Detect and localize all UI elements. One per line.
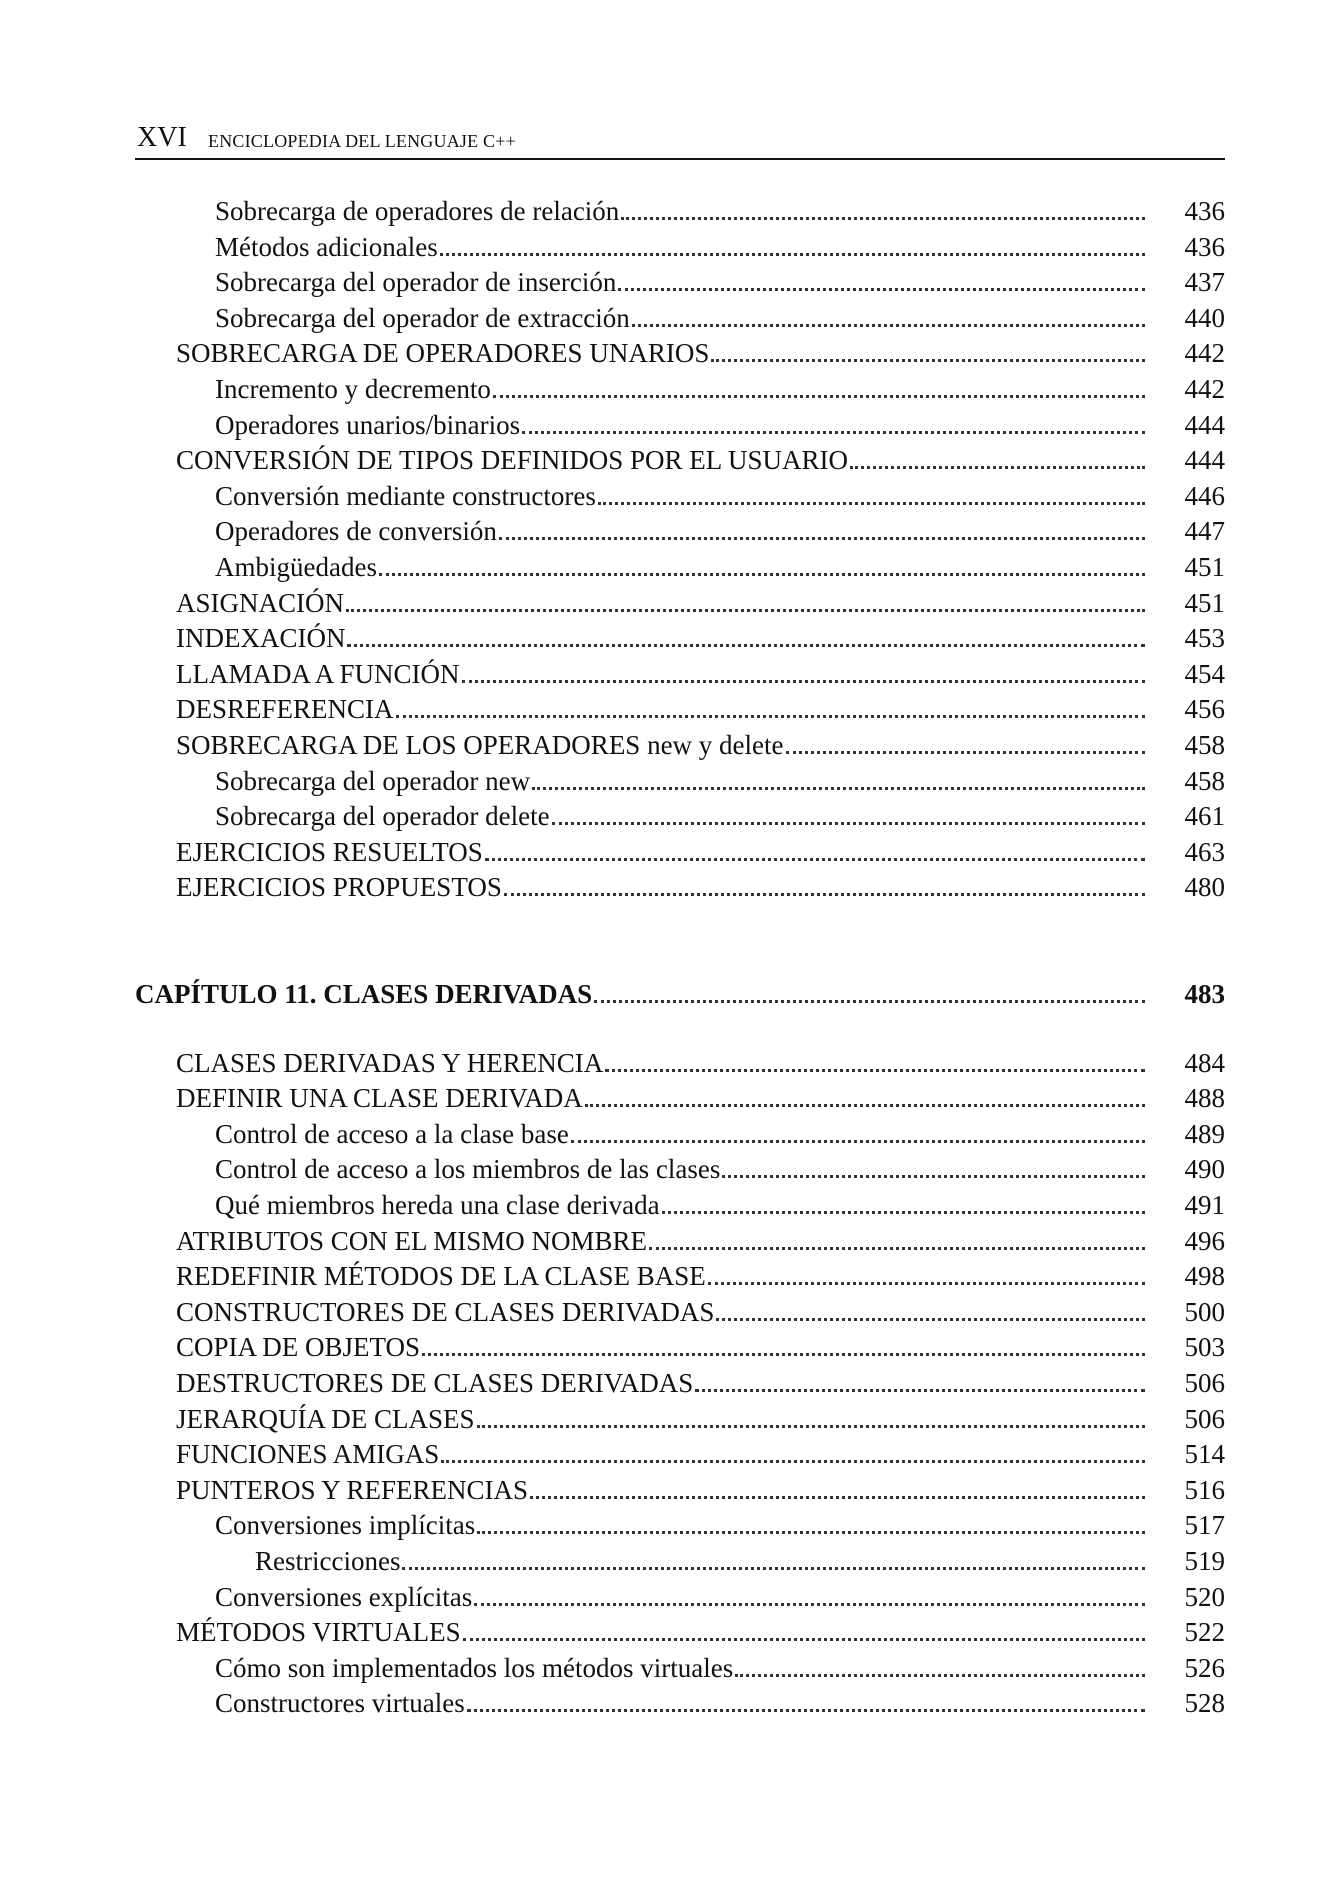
toc-entry-title: SOBRECARGA DE OPERADORES UNARIOS xyxy=(176,338,710,369)
toc-entry xyxy=(135,692,1225,726)
toc-entry-title: ATRIBUTOS CON EL MISMO NOMBRE xyxy=(176,1225,648,1256)
toc-entry-title: MÉTODOS VIRTUALES xyxy=(176,1617,461,1648)
toc-entry-page: 463 xyxy=(1184,836,1225,867)
toc-entry-title: LLAMADA A FUNCIÓN xyxy=(176,658,460,689)
toc-entry-page: 442 xyxy=(1184,338,1225,369)
dot-leader xyxy=(402,1567,1145,1570)
dot-leader xyxy=(346,609,1145,612)
toc-entry xyxy=(135,586,1225,620)
toc-entry xyxy=(135,1224,1225,1258)
toc-entry-page: 444 xyxy=(1184,445,1225,476)
dot-leader xyxy=(850,466,1145,469)
toc-entry-title: PUNTEROS Y REFERENCIAS xyxy=(176,1474,529,1505)
toc-entry-page: 456 xyxy=(1184,694,1225,725)
toc-entry-title: Sobrecarga del operador de inserción xyxy=(215,267,617,298)
toc-entry xyxy=(135,1330,1225,1364)
toc-entry xyxy=(135,372,1225,406)
dot-leader xyxy=(552,822,1145,825)
toc-entry xyxy=(135,514,1225,548)
toc-entry xyxy=(135,1508,1225,1542)
toc-entry xyxy=(135,1152,1225,1186)
toc-entry-page: 447 xyxy=(1184,516,1225,547)
dot-leader xyxy=(463,1638,1145,1641)
toc-entry-page: 442 xyxy=(1184,374,1225,404)
toc-entry-title: EJERCICIOS PROPUESTOS xyxy=(176,872,502,903)
toc-entry-title: Conversiones implícitas xyxy=(215,1510,476,1541)
toc-entry-page: 458 xyxy=(1184,730,1225,760)
dot-leader xyxy=(379,573,1145,576)
dot-leader xyxy=(618,288,1145,291)
dot-leader xyxy=(477,1425,1145,1428)
toc-entry xyxy=(135,1117,1225,1151)
toc-entry-title: CAPÍTULO 11. CLASES DERIVADAS xyxy=(135,979,593,1009)
toc-entry-page: 498 xyxy=(1184,1261,1225,1292)
toc-entry-page: 526 xyxy=(1184,1652,1225,1683)
dot-leader xyxy=(598,502,1145,505)
toc-entry-page: 503 xyxy=(1184,1332,1225,1363)
toc-entry xyxy=(135,443,1225,477)
toc-entry-title: Cómo son implementados los métodos virtuales xyxy=(215,1652,734,1683)
toc-entry-title: Constructores virtuales xyxy=(215,1688,465,1719)
toc-entry-page: 489 xyxy=(1184,1118,1225,1149)
toc-entry-page: 436 xyxy=(1184,196,1225,226)
dot-leader xyxy=(621,217,1145,220)
toc-entry-title: DEFINIR UNA CLASE DERIVADA xyxy=(176,1083,583,1114)
toc-entry xyxy=(135,621,1225,655)
toc-entry xyxy=(135,1402,1225,1436)
toc-entry xyxy=(135,301,1225,335)
toc-entry xyxy=(135,1295,1225,1329)
toc-entry xyxy=(135,230,1225,264)
dot-leader xyxy=(499,537,1145,540)
toc-entry-title: Conversión mediante constructores xyxy=(215,480,596,511)
dot-leader xyxy=(716,1318,1145,1321)
toc-entry-page: 514 xyxy=(1184,1439,1225,1470)
toc-chapter-entry xyxy=(135,977,1225,1011)
toc-entry xyxy=(135,1259,1225,1293)
toc-entry-title: Sobrecarga del operador delete xyxy=(215,801,550,832)
toc-entry xyxy=(135,194,1225,228)
toc-entry-title: DESREFERENCIA xyxy=(176,694,394,725)
toc-entry xyxy=(135,764,1225,798)
dot-leader xyxy=(530,1496,1145,1499)
toc-entry-title: Incremento y decremento xyxy=(215,374,491,404)
toc-entry-title: Operadores unarios/binarios xyxy=(215,409,521,440)
toc-entry xyxy=(135,799,1225,833)
toc-entry xyxy=(135,1473,1225,1507)
book-title: ENCICLOPEDIA DEL LENGUAJE C++ xyxy=(208,131,516,151)
toc-entry xyxy=(135,1188,1225,1222)
toc-entry xyxy=(135,1437,1225,1471)
toc-entry-title: Control de acceso a la clase base xyxy=(215,1118,569,1149)
running-header xyxy=(135,122,1225,160)
toc-entry-page: 506 xyxy=(1184,1368,1225,1398)
toc-entry-page: 458 xyxy=(1184,765,1225,796)
dot-leader xyxy=(396,715,1145,718)
toc-entry-title: JERARQUÍA DE CLASES xyxy=(176,1403,475,1434)
dot-leader xyxy=(649,1247,1145,1250)
toc-entry-title: COPIA DE OBJETOS xyxy=(176,1332,421,1363)
toc-entry xyxy=(135,265,1225,299)
toc-entry-title: Control de acceso a los miembros de las clases xyxy=(215,1154,721,1185)
dot-leader xyxy=(347,644,1145,647)
toc-entry-page: 451 xyxy=(1184,552,1225,582)
dot-leader xyxy=(571,1140,1145,1143)
dot-leader xyxy=(462,680,1145,683)
dot-leader xyxy=(477,1531,1145,1534)
dot-leader xyxy=(711,359,1145,362)
toc-entry-page: 454 xyxy=(1184,658,1225,689)
dot-leader xyxy=(708,1282,1145,1285)
dot-leader xyxy=(493,395,1145,398)
toc-entry-title: Sobrecarga del operador new xyxy=(215,765,531,796)
toc-entry xyxy=(135,1081,1225,1115)
dot-leader xyxy=(632,324,1145,327)
dot-leader xyxy=(522,431,1145,434)
toc-entry xyxy=(135,870,1225,904)
toc-entry-title: CLASES DERIVADAS Y HERENCIA xyxy=(176,1047,604,1078)
toc-entry-title: SOBRECARGA DE LOS OPERADORES new y delete xyxy=(176,730,784,760)
toc-entry-page: 436 xyxy=(1184,231,1225,262)
toc-entry-page: 440 xyxy=(1184,302,1225,333)
toc-entry-title: CONVERSIÓN DE TIPOS DEFINIDOS POR EL USUARIO xyxy=(176,445,849,476)
toc-entry xyxy=(135,408,1225,442)
toc-entry xyxy=(135,835,1225,869)
toc-entry-title: CONSTRUCTORES DE CLASES DERIVADAS xyxy=(176,1296,715,1327)
toc-entry xyxy=(135,1615,1225,1649)
toc-entry xyxy=(135,1544,1225,1578)
toc-entry-title: ASIGNACIÓN xyxy=(176,587,344,618)
toc-entry xyxy=(135,657,1225,691)
toc-entry-page: 519 xyxy=(1184,1546,1225,1576)
dot-leader xyxy=(532,787,1145,790)
toc-entry-page: 496 xyxy=(1184,1225,1225,1256)
dot-leader xyxy=(441,1460,1145,1463)
toc-entry xyxy=(135,1366,1225,1400)
dot-leader xyxy=(485,858,1145,861)
toc-entry-page: 500 xyxy=(1184,1296,1225,1327)
page-number: XVI xyxy=(137,122,187,153)
dot-leader xyxy=(440,253,1145,256)
dot-leader xyxy=(585,1104,1145,1107)
toc-entry xyxy=(135,728,1225,762)
toc-entry xyxy=(135,1651,1225,1685)
toc-entry-page: 446 xyxy=(1184,480,1225,511)
toc-entry-page: 516 xyxy=(1184,1474,1225,1505)
toc-entry-page: 444 xyxy=(1184,409,1225,440)
toc-entry-title: INDEXACIÓN xyxy=(176,623,346,654)
toc-entry-page: 506 xyxy=(1184,1403,1225,1434)
toc-entry-title: DESTRUCTORES DE CLASES DERIVADAS xyxy=(176,1368,694,1398)
toc-entry-page: 488 xyxy=(1184,1083,1225,1114)
toc-entry-title: FUNCIONES AMIGAS xyxy=(176,1439,440,1470)
toc-entry-page: 484 xyxy=(1184,1047,1225,1078)
toc-entry-title: Sobrecarga de operadores de relación xyxy=(215,196,620,226)
toc-entry-page: 491 xyxy=(1184,1190,1225,1220)
toc-entry-page: 451 xyxy=(1184,587,1225,618)
toc-entry-title: EJERCICIOS RESUELTOS xyxy=(176,836,483,867)
toc-entry-page: 490 xyxy=(1184,1154,1225,1185)
toc-entry-page: 461 xyxy=(1184,801,1225,832)
toc-entry-page: 522 xyxy=(1184,1617,1225,1648)
toc-entry-page: 453 xyxy=(1184,623,1225,654)
toc-entry-title: Ambigüedades xyxy=(215,552,377,582)
dot-leader xyxy=(467,1709,1145,1712)
toc-entry-page: 483 xyxy=(1184,979,1225,1009)
dot-leader xyxy=(474,1603,1145,1606)
toc-entry-page: 520 xyxy=(1184,1581,1225,1612)
dot-leader xyxy=(722,1175,1145,1178)
toc-entry xyxy=(135,336,1225,370)
toc-entry-title: Restricciones xyxy=(255,1546,401,1576)
dot-leader xyxy=(422,1353,1145,1356)
toc-entry xyxy=(135,1046,1225,1080)
toc-entry-title: Conversiones explícitas xyxy=(215,1581,473,1612)
toc-entry-title: Operadores de conversión xyxy=(215,516,497,547)
dot-leader xyxy=(605,1069,1145,1072)
dot-leader xyxy=(504,893,1145,896)
toc-entry-title: REDEFINIR MÉTODOS DE LA CLASE BASE xyxy=(176,1261,706,1292)
dot-leader xyxy=(786,751,1145,754)
toc-entry-page: 437 xyxy=(1184,267,1225,298)
toc-entry-title: Sobrecarga del operador de extracción xyxy=(215,302,630,333)
dot-leader xyxy=(695,1389,1145,1392)
toc-entry-page: 517 xyxy=(1184,1510,1225,1541)
toc-entry xyxy=(135,550,1225,584)
dot-leader xyxy=(594,1000,1145,1003)
toc-entry-page: 480 xyxy=(1184,872,1225,903)
toc-entry xyxy=(135,1686,1225,1720)
toc-entry-title: Qué miembros hereda una clase derivada xyxy=(215,1190,660,1220)
toc-entry xyxy=(135,479,1225,513)
toc-entry xyxy=(135,1580,1225,1614)
dot-leader xyxy=(662,1211,1145,1214)
dot-leader xyxy=(735,1674,1145,1677)
toc-entry-page: 528 xyxy=(1184,1688,1225,1719)
toc-entry-title: Métodos adicionales xyxy=(215,231,438,262)
